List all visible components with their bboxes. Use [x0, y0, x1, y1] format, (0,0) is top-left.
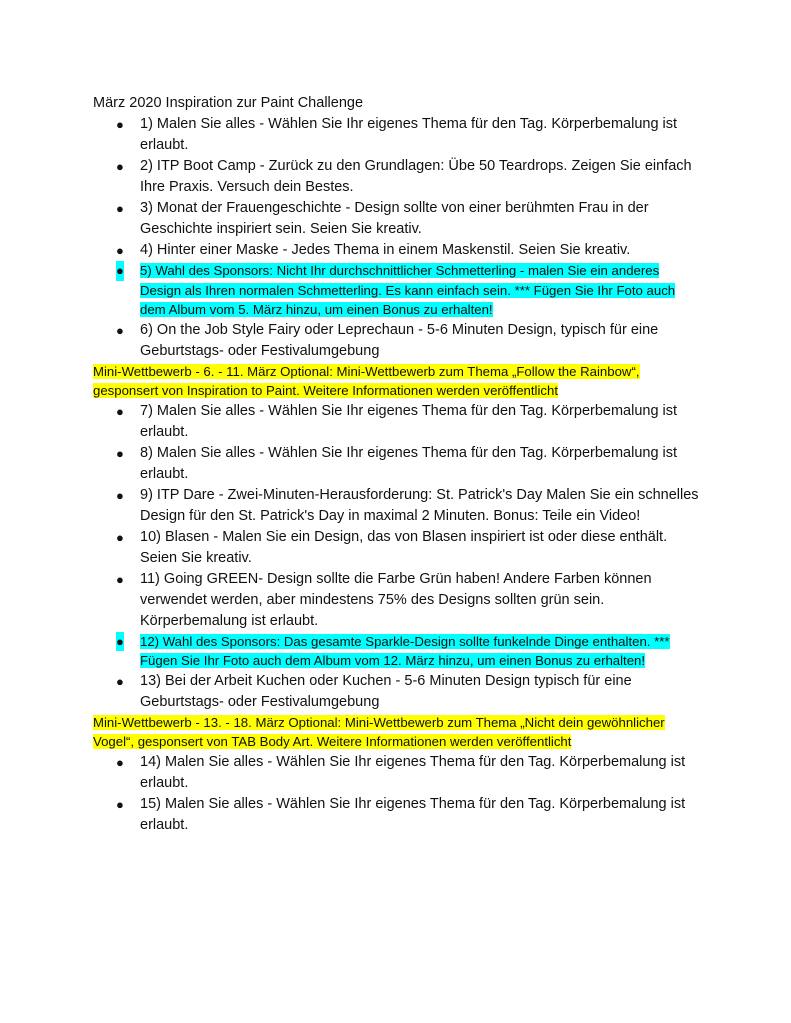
item-text: 1) Malen Sie alles - Wählen Sie Ihr eigenes Thema für den Tag. Körperbemalung ist erlaubt. [140, 116, 678, 153]
mini-contest-text: Mini-Wettbewerb - 13. - 18. März Optional: Mini-Wettbewerb zum Thema „Nicht dein gewöhnlicher Vogel“, gesponsert von TAB Body Art. Weitere Informationen werden veröffentlicht [93, 714, 665, 749]
item-text: 7) Malen Sie alles - Wählen Sie Ihr eigenes Thema für den Tag. Körperbemalung ist erlaubt. [140, 402, 678, 440]
bullet-icon: ● [116, 632, 124, 652]
list-item [93, 443, 703, 485]
bullet-icon: ● [116, 403, 124, 419]
bullet-icon: ● [116, 571, 124, 587]
list-item [93, 114, 703, 156]
item-text: 14) Malen Sie alles - Wählen Sie Ihr eigenes Thema für den Tag. Körperbemalung ist erlaubt. [140, 753, 686, 791]
list-item [93, 240, 703, 261]
item-text: 9) ITP Dare - Zwei-Minuten-Herausforderung: St. Patrick's Day Malen Sie ein schnelles Design für den St. Patrick's Day in maximal 2 Minuten. Bonus: Teile ein Video! [140, 486, 699, 524]
mini-contest-text: Mini-Wettbewerb - 6. - 11. März Optional: Mini-Wettbewerb zum Thema „Follow the Rainbow“, gesponsert von Inspiration to Paint. Weitere Informationen werden veröffentlicht [93, 363, 640, 398]
item-text: 8) Malen Sie alles - Wählen Sie Ihr eigenes Thema für den Tag. Körperbemalung ist erlaubt. [140, 444, 678, 482]
item-text-highlighted: 12) Wahl des Sponsors: Das gesamte Sparkle-Design sollte funkelnde Dinge enthalten. *** Fügen Sie Ihr Foto auch dem Album vom 12. März hinzu, um einen Bonus zu erhalten! [140, 633, 670, 668]
list-item [93, 156, 703, 198]
item-text: 6) On the Job Style Fairy oder Leprechaun - 5-6 Minuten Design, typisch für eine Geburtstags- oder Festivalumgebung [140, 321, 659, 359]
bullet-icon: ● [116, 261, 124, 281]
list-item-sponsor-highlight [93, 632, 703, 671]
item-text: 15) Malen Sie alles - Wählen Sie Ihr eigenes Thema für den Tag. Körperbemalung ist erlaubt. [140, 795, 686, 833]
list-item [93, 485, 703, 527]
document-page [93, 93, 703, 836]
list-item [93, 569, 703, 632]
bullet-icon: ● [116, 529, 124, 545]
bullet-icon: ● [116, 117, 124, 132]
mini-contest-note-2 [93, 713, 703, 752]
item-text-highlighted: 5) Wahl des Sponsors: Nicht Ihr durchschnittlicher Schmetterling - malen Sie ein anderes Design als Ihren normalen Schmetterling. Es kann einfach sein. *** Fügen Sie Ihr Foto auch dem Album vom 5. März hinzu, um einen Bonus zu erhalten! [140, 263, 676, 317]
item-text: 2) ITP Boot Camp - Zurück zu den Grundlagen: Übe 50 Teardrops. Zeigen Sie einfach Ihre Praxis. Versuch dein Bestes. [140, 158, 692, 195]
challenge-list-3 [93, 752, 703, 836]
mini-contest-note-1 [93, 362, 703, 401]
bullet-icon: ● [116, 754, 124, 770]
document-title: März 2020 Inspiration zur Paint Challenge [93, 95, 364, 111]
item-text: 13) Bei der Arbeit Kuchen oder Kuchen - 5-6 Minuten Design typisch für eine Geburtstags- oder Festivalumgebung [140, 672, 632, 710]
bullet-icon: ● [116, 159, 124, 174]
item-text: 10) Blasen - Malen Sie ein Design, das von Blasen inspiriert ist oder diese enthält. Seien Sie kreativ. [140, 528, 668, 566]
bullet-icon: ● [116, 673, 124, 689]
list-item [93, 794, 703, 836]
item-text: 3) Monat der Frauengeschichte - Design sollte von einer berühmten Frau in der Geschichte inspiriert sein. Seien Sie kreativ. [140, 200, 649, 237]
bullet-icon: ● [116, 243, 124, 258]
list-item [93, 752, 703, 794]
list-item [93, 527, 703, 569]
list-item [93, 671, 703, 713]
bullet-icon: ● [116, 201, 124, 216]
challenge-list-2 [93, 401, 703, 713]
list-item [93, 401, 703, 443]
bullet-icon: ● [116, 322, 124, 338]
list-item [93, 320, 703, 362]
item-text: 11) Going GREEN- Design sollte die Farbe Grün haben! Andere Farben können verwendet werden, aber mindestens 75% des Designs sollten grün sein. Körperbemalung ist erlaubt. [140, 570, 652, 629]
challenge-list-1 [93, 114, 703, 362]
list-item-sponsor-highlight [93, 261, 703, 320]
bullet-icon: ● [116, 487, 124, 503]
item-text: 4) Hinter einer Maske - Jedes Thema in einem Maskenstil. Seien Sie kreativ. [140, 242, 631, 258]
bullet-icon: ● [116, 796, 124, 812]
bullet-icon: ● [116, 445, 124, 461]
list-item [93, 198, 703, 240]
